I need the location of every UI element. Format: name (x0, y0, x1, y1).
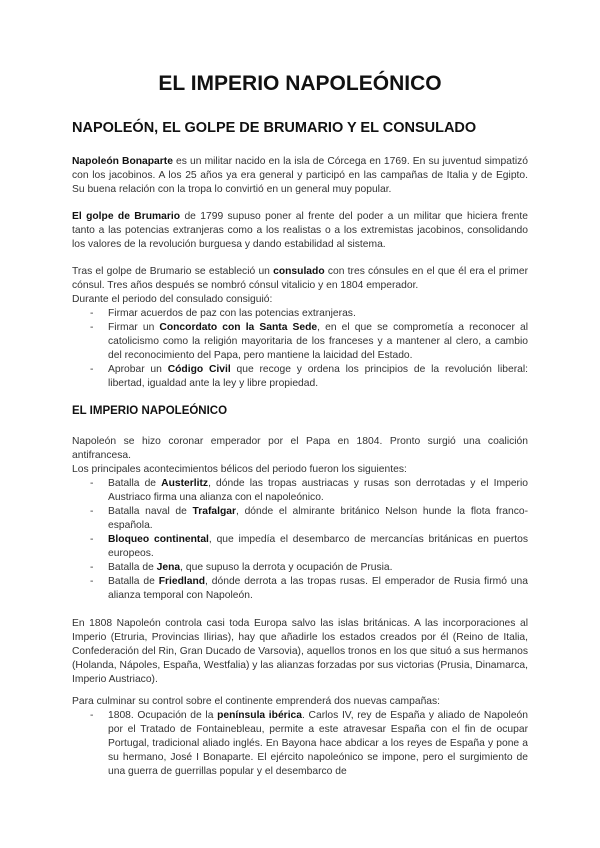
dash-bullet: - (90, 562, 94, 573)
list-item: - Firmar un Concordato con la Santa Sede, en el que se comprometía a reconocer al catolicismo como la religión mayoritaria de los franceses y a mantener al clero, a cambio del reconocimiento del Papa, pero mantiene la laicidad del Estado. (90, 322, 528, 361)
paragraph-campanas: Para culminar su control sobre el continente emprenderá dos nuevas campañas: (72, 696, 441, 707)
list-item: - Batalla de Friedland, dónde derrota a las tropas rusas. El emperador de Rusia firmó una alianza temporal con Napoleón. (90, 576, 528, 601)
paragraph-golpe-brumario (72, 210, 528, 252)
section-heading-imperio: EL IMPERIO NAPOLEÓNICO (72, 405, 228, 417)
bold-term: Concordato con la Santa Sede (159, 322, 318, 333)
paragraph-text: es un militar nacido en la isla de Córcega en 1769. En su juventud simpatizó con los jacobinos. A los 25 años ya era general y participó en las campañas de Italia y de Egipto. Su buena relación con la tropa lo convirtió en un general muy popular. (72, 156, 528, 195)
bold-term: Trafalgar (192, 506, 237, 517)
bold-term: Código Civil (167, 364, 231, 375)
paragraph-control-europa: En 1808 Napoleón controla casi toda Europa salvo las islas británicas. A las incorporaciones al Imperio (Etruria, Provincias Ilirias), hay que añadirle los estados creados por él (Reino de Italia, Confederación del Rin, Gran Ducado de Varsovia), aquellos tronos en los que situó a sus hermanos (Holanda, Nápoles, España, Westfalia) y las alianzas forzadas por sus victorias (Prusia, Dinamarca, Imperio Austriaco). (72, 618, 528, 685)
list-item: - Batalla de Austerlitz, dónde las tropas austriacas y rusas son derrotadas y el Imperio Austriaco firma una alianza con el napoleónico. (90, 478, 528, 503)
list-item: - Bloqueo continental, que impedía el desembarco de mercancías británicas en puertos europeos. (90, 534, 528, 559)
list-item: - Batalla naval de Trafalgar, dónde el almirante británico Nelson hunde la flota franco-española. (90, 506, 528, 531)
dash-bullet: - (90, 364, 94, 375)
bold-term: Friedland (158, 576, 206, 587)
bold-term: Austerlitz (161, 478, 209, 489)
paragraph-text: con tres cónsules en el que él era el primer cónsul. Tres años después se nombró cónsul vitalicio y en 1804 emperador. (72, 266, 528, 291)
dash-bullet: - (90, 534, 94, 545)
paragraph-coronacion: Napoleón se hizo coronar emperador por el Papa en 1804. Pronto surgió una coalición antifrancesa. (72, 436, 528, 461)
list-item: - Aprobar un Código Civil que recoge y ordena los principios de la revolución liberal: libertad, igualdad ante la ley y libre propiedad. (90, 364, 529, 389)
bold-term: península ibérica (217, 710, 303, 721)
page-title: EL IMPERIO NAPOLEÓNICO (158, 72, 442, 95)
bold-term: Jena (156, 562, 181, 573)
dash-bullet: - (90, 322, 94, 333)
bold-term: Bloqueo continental (108, 534, 209, 545)
list-item: - Firmar acuerdos de paz con las potencias extranjeras. (90, 308, 356, 319)
list-intro: Los principales acontecimientos bélicos del periodo fueron los siguientes: (72, 464, 407, 475)
list-intro: Durante el periodo del consulado consiguió: (72, 294, 273, 305)
bold-term: El golpe de Brumario (72, 211, 181, 222)
paragraph-consulado (72, 265, 528, 293)
list-item: - 1808. Ocupación de la península ibérica. Carlos IV, rey de España y aliado de Napoleón por el Tratado de Fontainebleau, permite a este atravesar España con el fin de ocupar Portugal, tradicional aliado inglés. En Bayona hace abdicar a los reyes de España y pone a su hermano, José I Bonaparte. El ejército napoleónico se impone, pero el surgimiento de una guerra de guerrillas popular y el desembarco de (90, 710, 529, 777)
dash-bullet: - (90, 710, 94, 721)
paragraph-napoleon-bonaparte (72, 155, 528, 197)
dash-bullet: - (90, 308, 94, 319)
dash-bullet: - (90, 576, 94, 587)
dash-bullet: - (90, 506, 94, 517)
paragraph-text: de 1799 supuso poner al frente del poder a un militar que hiciera frente tanto a las potencias extranjeras como a los realistas o a los extremistas jacobinos, consolidando los valores de la revolución burguesa y dando estabilidad al sistema. (72, 211, 528, 250)
section-heading-consulado: NAPOLEÓN, EL GOLPE DE BRUMARIO Y EL CONSULADO (72, 120, 477, 136)
bold-term: consulado (273, 266, 325, 277)
bold-term: Napoleón Bonaparte (72, 156, 173, 167)
list-item: - Batalla de Jena, que supuso la derrota y ocupación de Prusia. (90, 562, 393, 573)
dash-bullet: - (90, 478, 94, 489)
paragraph-text: Tras el golpe de Brumario se estableció un (72, 266, 274, 277)
